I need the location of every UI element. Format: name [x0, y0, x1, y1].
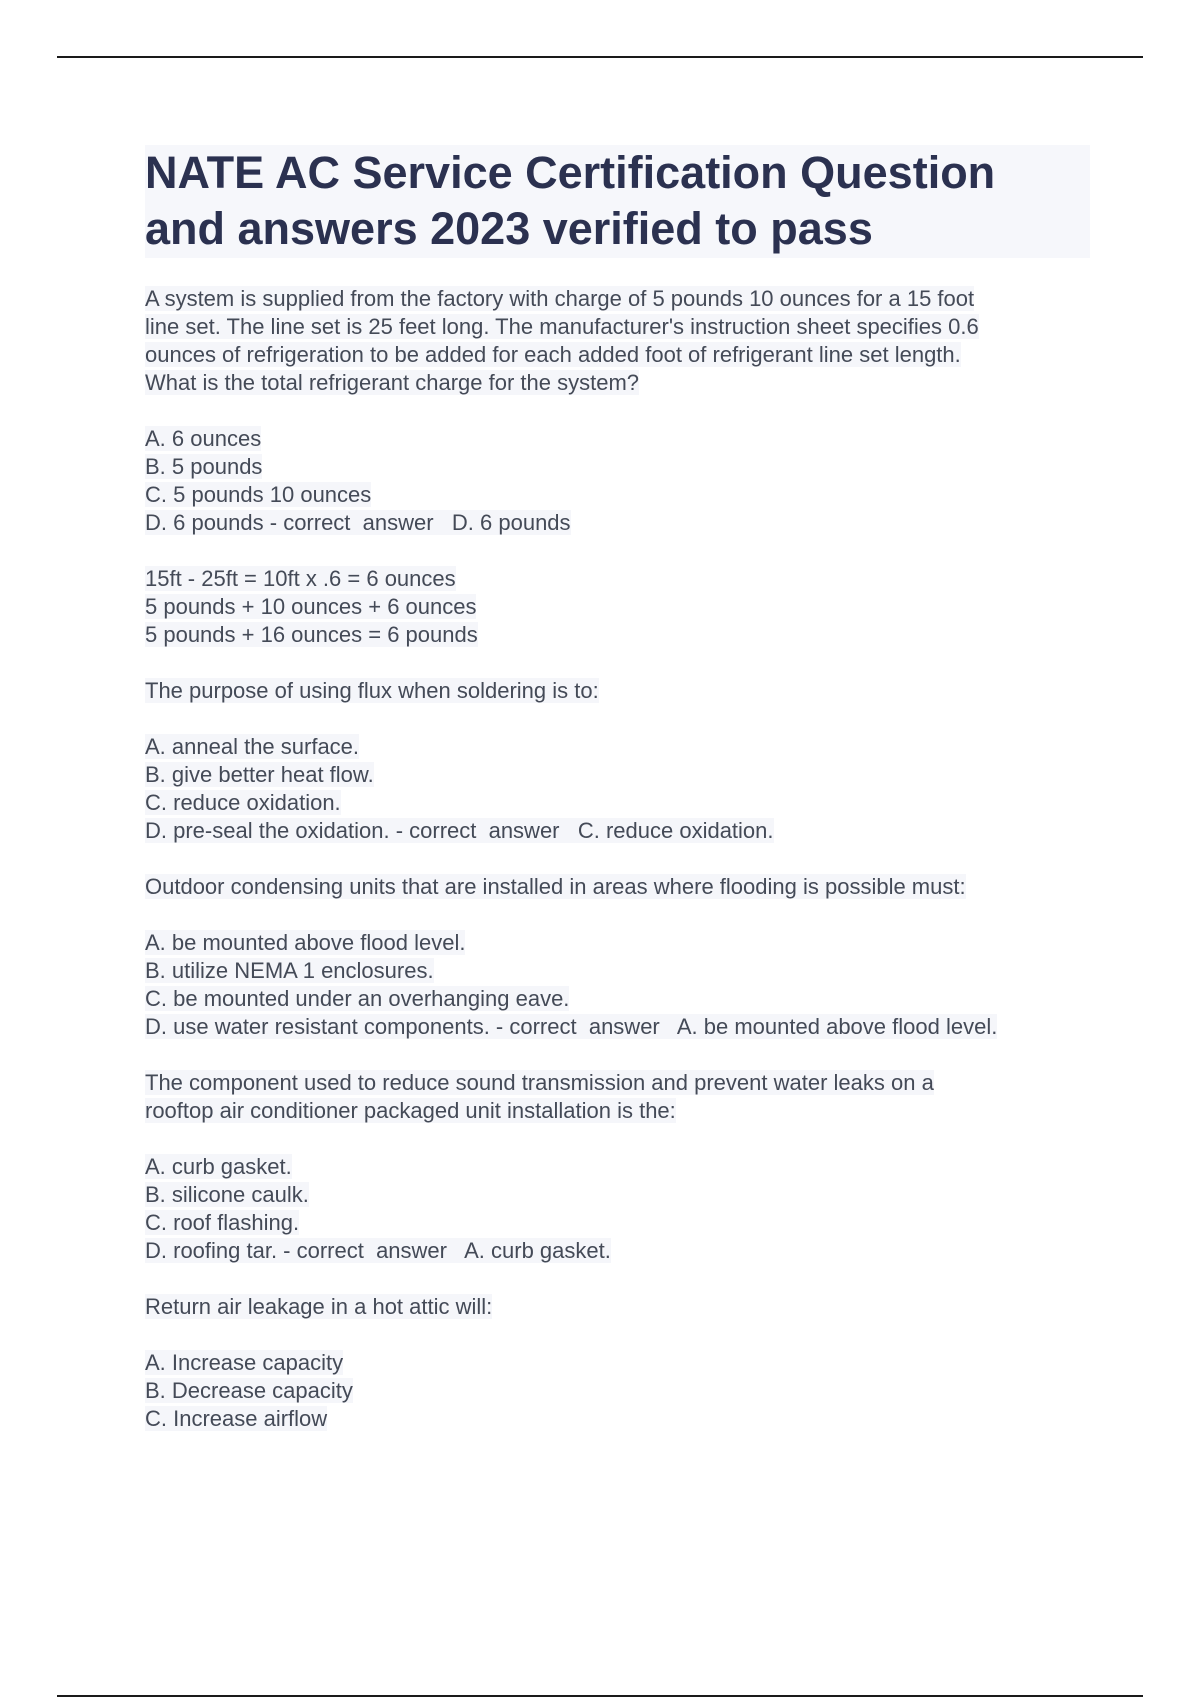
question-text: The component used to reduce sound transmission and prevent water leaks on a	[145, 1070, 934, 1095]
answer-option-correct: D. roofing tar. - correct answer A. curb gasket.	[145, 1238, 611, 1263]
bottom-rule	[57, 1695, 1143, 1697]
question-3	[145, 873, 1090, 1041]
question-1	[145, 285, 1090, 649]
question-text: A system is supplied from the factory with charge of 5 pounds 10 ounces for a 15 foot	[145, 286, 975, 311]
answer-option: B. utilize NEMA 1 enclosures.	[145, 958, 434, 983]
answer-option: A. anneal the surface.	[145, 734, 360, 759]
question-text: rooftop air conditioner packaged unit installation is the:	[145, 1098, 676, 1123]
answer-option: C. be mounted under an overhanging eave.	[145, 986, 570, 1011]
question-text: line set. The line set is 25 feet long. The manufacturer's instruction sheet specifies 0.6	[145, 314, 979, 339]
answer-option: B. 5 pounds	[145, 454, 263, 479]
answer-option: C. 5 pounds 10 ounces	[145, 482, 372, 507]
answer-option: B. silicone caulk.	[145, 1182, 309, 1207]
answer-option: A. Increase capacity	[145, 1350, 344, 1375]
title-line-1: NATE AC Service Certification Question	[145, 147, 996, 198]
answer-option: A. 6 ounces	[145, 426, 262, 451]
question-2	[145, 677, 1090, 845]
answer-option-correct: D. use water resistant components. - correct answer A. be mounted above flood level.	[145, 1014, 998, 1039]
answer-option: C. roof flashing.	[145, 1210, 300, 1235]
page-title	[145, 145, 1090, 258]
question-text: The purpose of using flux when soldering is to:	[145, 678, 599, 703]
question-text: ounces of refrigeration to be added for each added foot of refrigerant line set length.	[145, 342, 961, 367]
question-4	[145, 1069, 1090, 1265]
question-text: What is the total refrigerant charge for the system?	[145, 370, 640, 395]
question-text: Return air leakage in a hot attic will:	[145, 1294, 493, 1319]
answer-option: B. give better heat flow.	[145, 762, 374, 787]
answer-option: A. curb gasket.	[145, 1154, 292, 1179]
document-body	[145, 145, 1090, 1433]
answer-option: C. Increase airflow	[145, 1406, 328, 1431]
title-line-2: and answers 2023 verified to pass	[145, 203, 873, 254]
answer-option: A. be mounted above flood level.	[145, 930, 466, 955]
top-rule	[57, 56, 1143, 58]
question-5	[145, 1293, 1090, 1433]
answer-option: B. Decrease capacity	[145, 1378, 353, 1403]
answer-option-correct: D. pre-seal the oxidation. - correct answer C. reduce oxidation.	[145, 818, 774, 843]
question-text: Outdoor condensing units that are installed in areas where flooding is possible must:	[145, 874, 966, 899]
explanation-line: 5 pounds + 16 ounces = 6 pounds	[145, 622, 478, 647]
answer-option-correct: D. 6 pounds - correct answer D. 6 pounds	[145, 510, 571, 535]
explanation-line: 5 pounds + 10 ounces + 6 ounces	[145, 594, 477, 619]
explanation-line: 15ft - 25ft = 10ft x .6 = 6 ounces	[145, 566, 456, 591]
answer-option: C. reduce oxidation.	[145, 790, 341, 815]
